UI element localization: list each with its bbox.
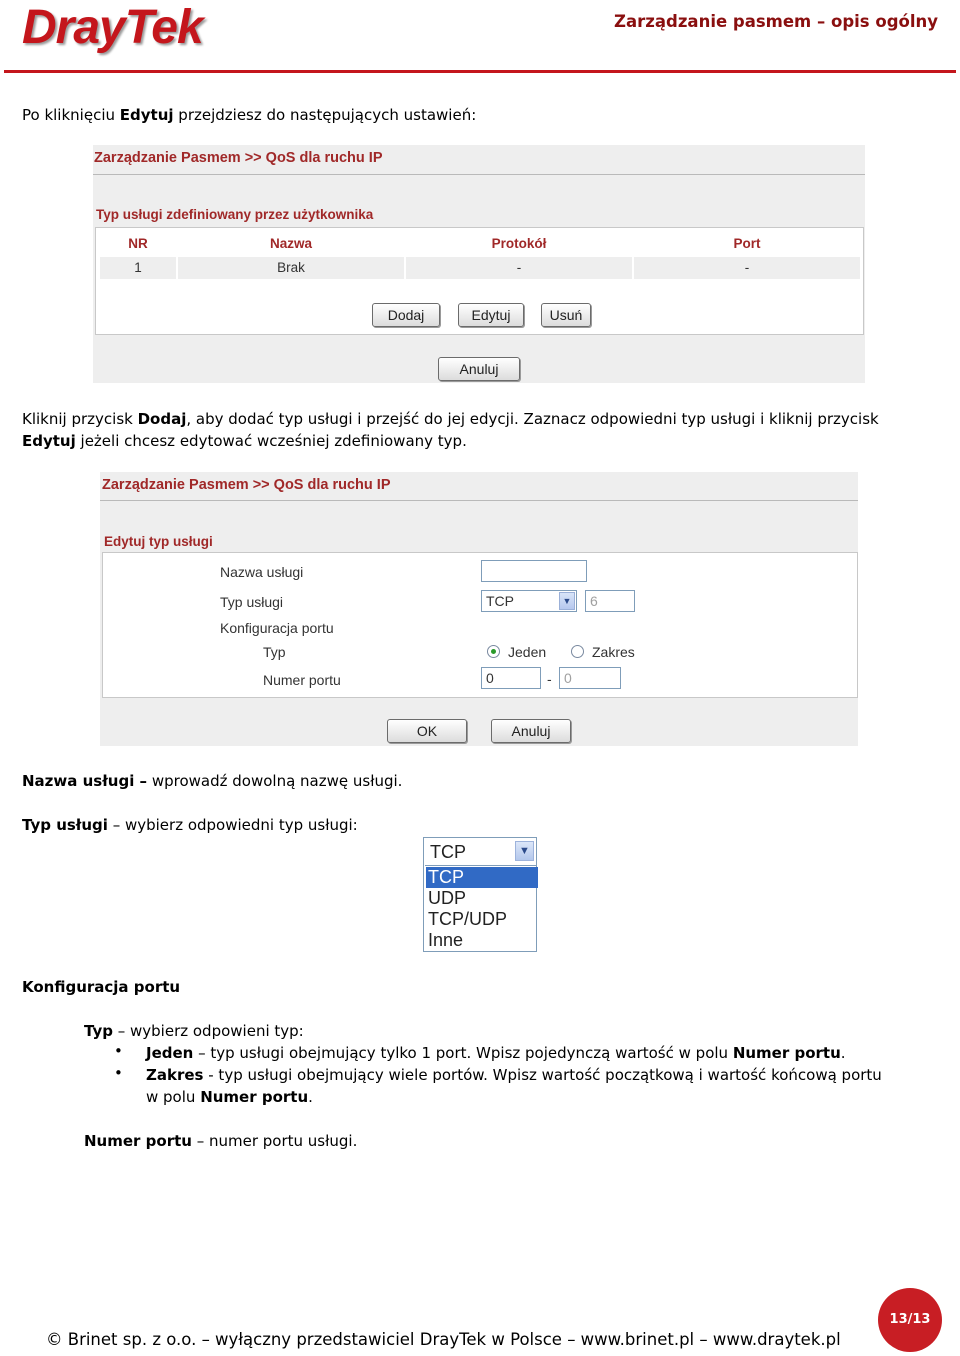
- port-number-label: Numer portu: [263, 672, 341, 688]
- bullet-single: [146, 1042, 946, 1064]
- port-to-input[interactable]: 0: [559, 667, 621, 689]
- user-service-type-title: Typ usługi zdefiniowany przez użytkownika: [96, 207, 374, 222]
- port-separator: -: [547, 671, 552, 687]
- bullet-dot: •: [114, 1042, 123, 1060]
- delete-button[interactable]: Usuń: [541, 303, 591, 327]
- service-type-label: Typ usługi: [220, 594, 284, 610]
- chevron-down-icon[interactable]: ▼: [559, 592, 575, 610]
- service-name-input[interactable]: [481, 560, 587, 582]
- service-name-explain: wprowadź dowolną nazwę usługi.: [147, 772, 403, 790]
- service-type-select[interactable]: [481, 590, 577, 612]
- port-number-explain: – numer portu usługi.: [191, 1132, 358, 1150]
- dropdown-selected-value: TCP: [430, 842, 466, 862]
- port-config-heading: [22, 976, 180, 998]
- para2-text-2: , aby dodać typ usługi i przejść do jej edycji. Zaznacz odpowiedni typ usługi i kliknij przycisk: [186, 410, 879, 428]
- type-label: Typ: [263, 644, 286, 660]
- edit-service-panel: [102, 552, 858, 698]
- para2-text: Kliknij przycisk: [22, 410, 138, 428]
- service-type-term: Typ usługi: [22, 816, 108, 834]
- draytek-logo: DrayTek: [22, 1, 203, 54]
- range-end: .: [308, 1088, 313, 1106]
- edit-service-type-title: Edytuj typ usługi: [104, 534, 213, 549]
- dropdown-option[interactable]: Inne: [428, 930, 464, 950]
- single-explain: – typ usługi obejmujący tylko 1 port. Wpisz pojedynczą wartość w polu: [193, 1044, 733, 1062]
- cell-port: -: [634, 257, 860, 279]
- radio-single-label: Jeden: [508, 644, 547, 660]
- para2-bold-add: Dodaj: [137, 410, 187, 428]
- bullet-range: [146, 1064, 946, 1108]
- port-number-desc: [84, 1130, 357, 1152]
- dropdown-option[interactable]: UDP: [428, 888, 467, 908]
- page-header-title: Zarządzanie pasmem – opis ogólny: [614, 12, 938, 31]
- range-port-term: Numer portu: [200, 1088, 309, 1106]
- port-from-input[interactable]: 0: [481, 667, 541, 689]
- screen1-divider: [93, 174, 865, 175]
- add-edit-paragraph: [22, 408, 942, 452]
- add-button[interactable]: Dodaj: [372, 303, 440, 327]
- cancel-button-2[interactable]: Anuluj: [491, 719, 571, 743]
- port-config-label: Konfiguracja portu: [220, 620, 334, 636]
- dropdown-divider: [425, 865, 536, 866]
- type-desc: [84, 1020, 304, 1042]
- type-explain: – wybierz odpowieni typ:: [112, 1022, 304, 1040]
- cell-protocol: -: [406, 257, 632, 279]
- single-port-term: Numer portu: [732, 1044, 841, 1062]
- edit-service-screenshot: [100, 472, 858, 746]
- port-config-heading-text: Konfiguracja portu: [22, 978, 181, 996]
- service-name-term: Nazwa usługi –: [22, 772, 148, 790]
- dropdown-option[interactable]: TCP: [426, 867, 538, 888]
- bullet-dot: •: [114, 1064, 123, 1082]
- intro-bold: Edytuj: [119, 106, 174, 124]
- col-header-nr: NR: [128, 236, 148, 251]
- service-name-desc: [22, 770, 402, 792]
- single-term: Jeden: [146, 1044, 194, 1062]
- port-number-term: Numer portu: [84, 1132, 192, 1150]
- cancel-button[interactable]: Anuluj: [438, 357, 520, 381]
- radio-single[interactable]: [487, 645, 500, 658]
- range-term: Zakres: [146, 1066, 204, 1084]
- intro-text: Po kliknięciu: [22, 106, 120, 124]
- range-explain-2: w polu: [146, 1088, 201, 1106]
- cell-nr[interactable]: 1: [100, 257, 176, 279]
- para2-bold-edit: Edytuj: [22, 432, 76, 450]
- service-type-value: TCP: [486, 593, 514, 609]
- col-header-protocol: Protokół: [491, 236, 547, 251]
- intro-paragraph: [22, 104, 476, 126]
- ok-button[interactable]: OK: [387, 719, 467, 743]
- edit-button[interactable]: Edytuj: [458, 303, 524, 327]
- service-name-label: Nazwa usługi: [220, 564, 304, 580]
- radio-range-label: Zakres: [592, 644, 635, 660]
- col-header-name: Nazwa: [269, 236, 313, 251]
- para2-line2: [22, 430, 942, 452]
- header-divider: [4, 70, 956, 73]
- para2-line1: [22, 408, 942, 430]
- dropdown-option[interactable]: TCP/UDP: [428, 909, 508, 929]
- range-explain: - typ usługi obejmujący wiele portów. Wpisz wartość początkową i wartość końcową portu: [203, 1066, 882, 1084]
- col-header-port: Port: [733, 236, 761, 251]
- cell-name[interactable]: Brak: [178, 257, 404, 279]
- range-line1: [146, 1064, 946, 1086]
- footer-text: © Brinet sp. z o.o. – wyłączny przedstawiciel DrayTek w Polsce – www.brinet.pl – www.draytek.pl: [46, 1330, 841, 1349]
- range-line2: [146, 1086, 946, 1108]
- single-end: .: [840, 1044, 846, 1062]
- page-number-badge: 13/13: [878, 1288, 942, 1352]
- para2-text-3: jeżeli chcesz edytować wcześniej zdefiniowany typ.: [75, 432, 467, 450]
- chevron-down-icon[interactable]: ▼: [515, 841, 534, 861]
- screen1-title: Zarządzanie Pasmem >> QoS dla ruchu IP: [94, 150, 383, 166]
- service-type-desc: [22, 814, 358, 836]
- service-type-table-panel: [95, 227, 864, 335]
- protocol-number-input[interactable]: 6: [585, 590, 635, 612]
- radio-range[interactable]: [571, 645, 584, 658]
- intro-text-end: przejdziesz do następujących ustawień:: [173, 106, 477, 124]
- type-term: Typ: [84, 1022, 113, 1040]
- service-type-dropdown[interactable]: [423, 837, 537, 952]
- qos-list-screenshot: [93, 145, 865, 383]
- screen2-title: Zarządzanie Pasmem >> QoS dla ruchu IP: [102, 477, 391, 493]
- screen2-divider: [100, 500, 858, 501]
- service-type-explain: – wybierz odpowiedni typ usługi:: [107, 816, 358, 834]
